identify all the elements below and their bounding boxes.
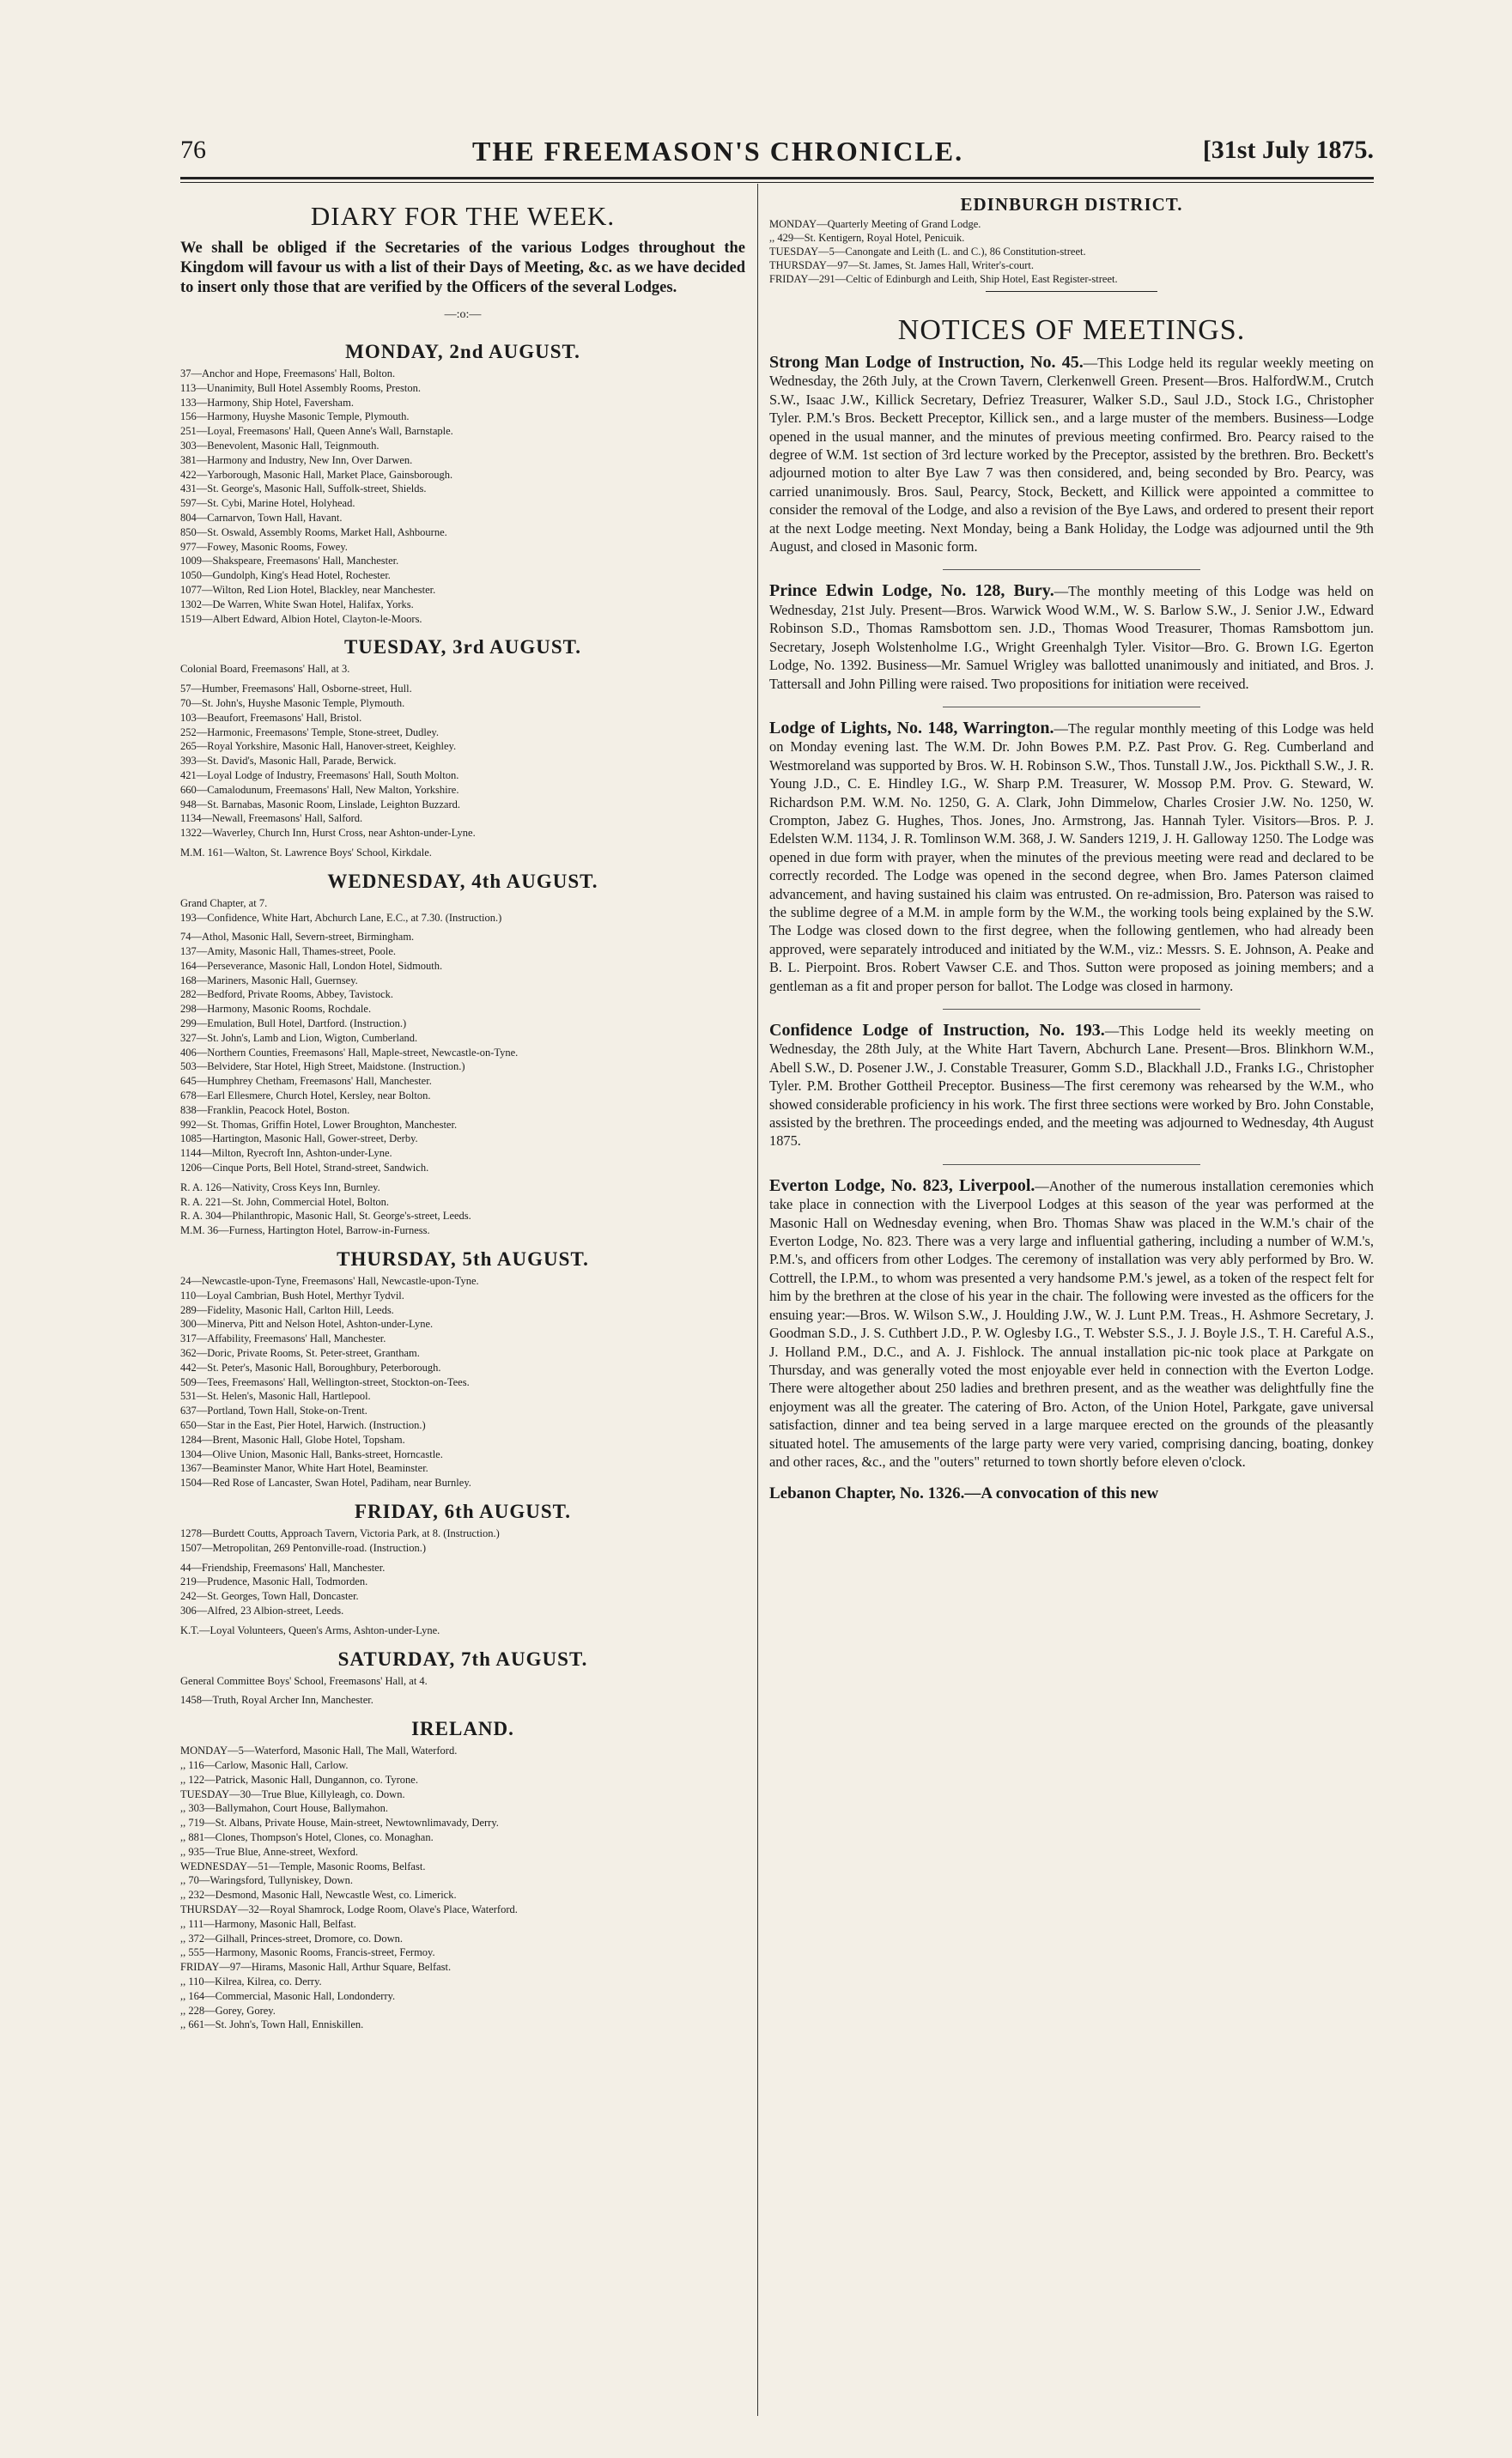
lodge-entry: 168—Mariners, Masonic Hall, Guernsey. <box>180 974 358 986</box>
lodge-entry: MONDAY—5—Waterford, Masonic Hall, The Mall, Waterford. <box>180 1745 458 1757</box>
lodge-entry: 1284—Brent, Masonic Hall, Globe Hotel, Topsham. <box>180 1433 405 1446</box>
lodge-entry: 298—Harmony, Masonic Rooms, Rochdale. <box>180 1003 372 1016</box>
meeting-report <box>769 582 1374 692</box>
lodge-entry: Colonial Board, Freemasons' Hall, at 3. <box>180 663 350 676</box>
edinburgh-list <box>769 217 1374 286</box>
edinburgh-entry: TUESDAY—5—Canongate and Leith (L. and C.), 86 Constitution-street. <box>769 246 1086 258</box>
notices-title: NOTICES OF MEETINGS. <box>897 314 1246 346</box>
left-column <box>180 194 745 2426</box>
lodge-entry: ,, 881—Clones, Thompson's Hotel, Clones, co. Monaghan. <box>180 1830 434 1843</box>
report-heading: Confidence Lodge of Instruction, No. 193. <box>769 1021 1105 1040</box>
lodge-entry: Grand Chapter, at 7. <box>180 896 268 909</box>
lodge-entry: 1134—Newall, Freemasons' Hall, Salford. <box>180 812 363 825</box>
report-heading: Everton Lodge, No. 823, Liverpool. <box>769 1175 1035 1195</box>
header-rule-thin <box>180 182 1374 183</box>
lodge-entry: 381—Harmony and Industry, New Inn, Over Darwen. <box>180 453 413 466</box>
lodge-entry: ,, 111—Harmony, Masonic Hall, Belfast. <box>180 1917 356 1930</box>
lodge-entry: 850—St. Oswald, Assembly Rooms, Market Hall, Ashbourne. <box>180 525 447 538</box>
edinburgh-entry: MONDAY—Quarterly Meeting of Grand Lodge. <box>769 218 981 230</box>
lodge-entry: 804—Carnarvon, Town Hall, Havant. <box>180 511 343 524</box>
edinburgh-entry: FRIDAY—291—Celtic of Edinburgh and Leith, Ship Hotel, East Register-street. <box>769 273 1118 285</box>
lodge-entry: 650—Star in the East, Pier Hotel, Harwich. (Instruction.) <box>180 1419 426 1431</box>
lodge-entry: 289—Fidelity, Masonic Hall, Carlton Hill, Leeds. <box>180 1303 394 1316</box>
lodge-entry: ,, 228—Gorey, Gorey. <box>180 2004 276 2017</box>
lodge-entry: 838—Franklin, Peacock Hotel, Boston. <box>180 1103 350 1116</box>
lodge-entry: 103—Beaufort, Freemasons' Hall, Bristol. <box>180 711 362 724</box>
lodge-entry: 242—St. Georges, Town Hall, Doncaster. <box>180 1590 359 1603</box>
lodge-entry: 531—St. Helen's, Masonic Hall, Hartlepool. <box>180 1390 371 1403</box>
lodge-entry: ,, 70—Waringsford, Tullyniskey, Down. <box>180 1874 353 1887</box>
lodge-entry: 431—St. George's, Masonic Hall, Suffolk-street, Shields. <box>180 482 427 495</box>
diary-intro: We shall be obliged if the Secretaries of the various Lodges throughout the Kingdom will favour us with a list of their Days of Meeting, &c. as we have decided to insert only those that are verified by the Officers of the several Lodges. <box>180 240 745 296</box>
diary-days <box>180 341 745 2032</box>
report-body: —The regular monthly meeting of this Lodge was held on Monday evening last. The W.M. Dr. John Bowes P.M. P.Z. Past Prov. G. Reg. Cumberland and Westmoreland was supported by Bros. W. H. Robinson S.W., Thos. Tunstall J.W., Jos. Pickthall S.W., J. R. Young J.D., C. E. Hindley I.G., W. Sharp P.M. Treasurer, W. Mossop P.M. Prov. G. Steward, W. Richardson P.M. W.M. No. 1250, G. A. Clark, John Dimmelow, Charles Crosier J.W. No. 1250, W. Crompton, Jabez G. Hughes, Thos. Jones, Jno. Armstrong, Jas. Hannah Tyler. Visitors—Bros. P. J. Edelsten W.M. 1134, J. R. Tomlinson W.M. 368, J. W. Sanders 1219, J. H. Galloway 1250. The Lodge was opened in due form with prayer, when the minutes of the previous meeting were read and declared to be correctly recorded. The Lodge was opened in the second degree, when Bro. James Paterson claimed advancement, and having sustained his claim was entrusted. On re-admission, Bro. Paterson was raised to the sublime degree of a M.M. in ample form by the W.M., the working tools being explained by the S.W. The Lodge was closed down to the first degree, when the following gentlemen, who had already been approved, were separately introduced and initiated by the W.M., viz.: Messrs. S. E. Johnson, A. Peake and B. L. Pierpoint. Bros. Robert Vawser C.E. and Thos. Sutton were proposed as joining members; and a gentleman as a fit and proper person for ballot. The Lodge was closed in harmony. <box>769 719 1374 994</box>
lodge-entry: 1050—Gundolph, King's Head Hotel, Rochester. <box>180 569 391 582</box>
lodge-entry: 137—Amity, Masonic Hall, Thames-street, Poole. <box>180 945 397 958</box>
lodge-entry: TUESDAY—30—True Blue, Killyleagh, co. Down. <box>180 1787 405 1800</box>
column-divider <box>757 184 758 2416</box>
lodge-entry: 303—Benevolent, Masonic Hall, Teignmouth. <box>180 439 380 452</box>
lodge-entry: 251—Loyal, Freemasons' Hall, Queen Anne's Wall, Barnstaple. <box>180 425 453 438</box>
report-rule <box>943 1164 1200 1165</box>
report-heading: Prince Edwin Lodge, No. 128, Bury. <box>769 581 1054 601</box>
lodge-entry: ,, 116—Carlow, Masonic Hall, Carlow. <box>180 1758 349 1771</box>
lodge-entry: R. A. 126—Nativity, Cross Keys Inn, Burnley. <box>180 1180 380 1193</box>
lodge-entry: 509—Tees, Freemasons' Hall, Wellington-street, Stockton-on-Tees. <box>180 1375 470 1388</box>
lodge-entry: 57—Humber, Freemasons' Hall, Osborne-street, Hull. <box>180 683 412 695</box>
lodge-entry: General Committee Boys' School, Freemasons' Hall, at 4. <box>180 1674 428 1687</box>
day-heading: SATURDAY, 7th AUGUST. <box>337 1648 588 1670</box>
lodge-entry: 110—Loyal Cambrian, Bush Hotel, Merthyr Tydvil. <box>180 1289 404 1302</box>
issue-date: [31st July 1875. <box>1202 136 1374 164</box>
header-rule-thick <box>180 177 1374 179</box>
lodge-entry: 362—Doric, Private Rooms, St. Peter-street, Grantham. <box>180 1347 420 1360</box>
day-lodge-list <box>180 896 745 1238</box>
lodge-entry: ,, 661—St. John's, Town Hall, Enniskillen. <box>180 2018 364 2031</box>
lodge-entry: R. A. 221—St. John, Commercial Hotel, Bolton. <box>180 1195 390 1208</box>
lodge-entry: 1367—Beaminster Manor, White Hart Hotel, Beaminster. <box>180 1462 428 1475</box>
lodge-entry: 442—St. Peter's, Masonic Hall, Boroughbury, Peterborough. <box>180 1361 441 1374</box>
lodge-entry: 637—Portland, Town Hall, Stoke-on-Trent. <box>180 1405 367 1417</box>
day-lodge-list <box>180 1274 745 1490</box>
lodge-entry: 1085—Hartington, Masonic Hall, Gower-street, Derby. <box>180 1132 418 1145</box>
lodge-entry: M.M. 161—Walton, St. Lawrence Boys' School, Kirkdale. <box>180 846 432 859</box>
lodge-entry: 421—Loyal Lodge of Industry, Freemasons' Hall, South Molton. <box>180 768 459 781</box>
lodge-entry: 1206—Cinque Ports, Bell Hotel, Strand-street, Sandwich. <box>180 1162 429 1174</box>
day-lodge-list <box>180 1674 745 1708</box>
meeting-report <box>769 1177 1374 1472</box>
right-column <box>769 194 1374 2426</box>
lodge-entry: 1507—Metropolitan, 269 Pentonville-road. (Instruction.) <box>180 1541 427 1554</box>
lodge-entry: ,, 232—Desmond, Masonic Hall, Newcastle West, co. Limerick. <box>180 1889 457 1902</box>
day-heading: MONDAY, 2nd AUGUST. <box>345 341 580 362</box>
lodge-entry: 37—Anchor and Hope, Freemasons' Hall, Bolton. <box>180 367 396 379</box>
day-lodge-list <box>180 367 745 626</box>
meeting-report <box>769 1022 1374 1150</box>
lodge-entry: 44—Friendship, Freemasons' Hall, Manchester. <box>180 1561 386 1574</box>
lodge-entry: 992—St. Thomas, Griffin Hotel, Lower Broughton, Manchester. <box>180 1118 458 1131</box>
lodge-entry: ,, 719—St. Albans, Private House, Main-street, Newtownlimavady, Derry. <box>180 1817 499 1830</box>
day-lodge-list <box>180 662 745 859</box>
lodge-entry: 597—St. Cybi, Marine Hotel, Holyhead. <box>180 497 355 510</box>
page-header <box>180 136 1374 175</box>
edinburgh-entry: ,, 429—St. Kentigern, Royal Hotel, Penicuik. <box>769 232 965 244</box>
notices-reports <box>769 354 1374 1471</box>
lodge-entry: 317—Affability, Freemasons' Hall, Manchester. <box>180 1332 386 1345</box>
report-body: —This Lodge held its weekly meeting on Wednesday, the 28th July, at the White Hart Tavern, Abchurch Lane. Present—Bros. Blinkhorn W.M., Abell S.W., D. Posener J.W., J. Constable Treasurer, Gomm S.D., Blackhall J.D., Franks I.G., Christopher Tyler. P.M. Brother Gottheil Preceptor. Business—The first ceremony was rehearsed by the W.M., who showed considerable proficiency in his work. The first three sections were worked by Bro. John Constable, assisted by the brethren. The proceedings ended, and the meeting was adjourned to Wednesday, 4th August 1875. <box>769 1023 1374 1150</box>
lodge-entry: 1304—Olive Union, Masonic Hall, Banks-street, Horncastle. <box>180 1447 443 1460</box>
lodge-entry: 1322—Waverley, Church Inn, Hurst Cross, near Ashton-under-Lyne. <box>180 827 476 840</box>
meeting-report <box>769 354 1374 555</box>
day-heading: THURSDAY, 5th AUGUST. <box>337 1248 589 1271</box>
lodge-entry: 1077—Wilton, Red Lion Hotel, Blackley, near Manchester. <box>180 583 436 596</box>
masthead-title: THE FREEMASON'S CHRONICLE. <box>472 136 964 167</box>
lodge-entry: M.M. 36—Furness, Hartington Hotel, Barrow-in-Furness. <box>180 1224 430 1237</box>
lodge-entry: 660—Camalodunum, Freemasons' Hall, New Malton, Yorkshire. <box>180 783 459 796</box>
lodge-entry: 164—Perseverance, Masonic Hall, London Hotel, Sidmouth. <box>180 959 443 972</box>
edinburgh-title: EDINBURGH DISTRICT. <box>960 194 1183 215</box>
lodge-entry: 1278—Burdett Coutts, Approach Tavern, Victoria Park, at 8. (Instruction.) <box>180 1526 500 1539</box>
lodge-entry: 193—Confidence, White Hart, Abchurch Lane, E.C., at 7.30. (Instruction.) <box>180 911 502 924</box>
day-heading: IRELAND. <box>411 1718 514 1740</box>
lodge-entry: 422—Yarborough, Masonic Hall, Market Place, Gainsborough. <box>180 468 453 481</box>
report-body: —This Lodge held its regular weekly meeting on Wednesday, the 26th July, at the Crown Tavern, Clerkenwell Green. Present—Bros. HalfordW.M., Crutch S.W., Isaac J.W., Killick Secretary, Defriez Treasurer, Walker S.D., Saul J.D., Stock I.G., Christopher Tyler. P.M.'s Bros. Beckett Preceptor, Killick sen., and a large muster of the members. Business—Lodge opened in the usual manner, and the minutes of previous meeting confirmed. Bro. Pearcy raised to the degree of W.M. 1st section of 3rd lecture worked by the Preceptor, assisted by the brethren. Bro. Beckett's adjourned motion to alter Bye Law 7 was then considered, and, being seconded by Bro. Pearcy, was carried unanimously. Bros. Saul, Pearcy, Stock, Beckett, and Killick were appointed a committee to consider the removal of the Lodge, and also a revision of the Bye Laws, and ordered to present their report at the next Lodge meeting. Next Monday, being a Bank Holiday, the Lodge was adjourned until the 9th August, and closed in Masonic form. <box>769 355 1374 555</box>
lodge-entry: 393—St. David's, Masonic Hall, Parade, Berwick. <box>180 755 397 768</box>
lodge-entry: 133—Harmony, Ship Hotel, Faversham. <box>180 396 354 409</box>
lodge-entry: ,, 935—True Blue, Anne-street, Wexford. <box>180 1845 358 1858</box>
lodge-entry: 948—St. Barnabas, Masonic Room, Linslade, Leighton Buzzard. <box>180 798 460 810</box>
lodge-entry: 1504—Red Rose of Lancaster, Swan Hotel, Padiham, near Burnley. <box>180 1477 471 1490</box>
meeting-report <box>769 719 1374 995</box>
lebanon-chapter-line: Lebanon Chapter, No. 1326.—A convocation of this new <box>769 1484 1159 1503</box>
edinburgh-entry: THURSDAY—97—St. James, St. James Hall, Writer's-court. <box>769 259 1034 271</box>
lodge-entry: 252—Harmonic, Freemasons' Temple, Stone-street, Dudley. <box>180 725 439 738</box>
lodge-entry: 265—Royal Yorkshire, Masonic Hall, Hanover-street, Keighley. <box>180 740 457 753</box>
lodge-entry: 70—St. John's, Huyshe Masonic Temple, Plymouth. <box>180 696 405 709</box>
diary-title: DIARY FOR THE WEEK. <box>310 201 616 231</box>
lodge-entry: FRIDAY—97—Hirams, Masonic Hall, Arthur Square, Belfast. <box>180 1961 452 1974</box>
lodge-entry: ,, 555—Harmony, Masonic Rooms, Francis-street, Fermoy. <box>180 1946 435 1959</box>
report-rule <box>943 569 1200 570</box>
day-lodge-list <box>180 1744 745 2032</box>
lodge-entry: ,, 372—Gilhall, Princes-street, Dromore, co. Down. <box>180 1932 403 1945</box>
report-heading: Lodge of Lights, No. 148, Warrington. <box>769 718 1054 737</box>
report-body: —The monthly meeting of this Lodge was held on Wednesday, 21st July. Present—Bros. Warwick Wood W.M., W. S. Barlow S.W., J. Senior J.W., Edward Robinson S.D., Thomas Ramsbottom sen. J.D., Thomas Wood Treasurer, Thomas Ramsbottom jun. Secretary, Joseph Wolstenholme I.G., Wright Greenhalgh Tyler. Visitor—Bro. G. Brown I.G. Egerton Lodge, No. 1392. Business—Mr. Samuel Wrigley was ballotted unanimously and initiated, and Bros. J. Tattersall and John Pilling were raised. Two propositions for initiation were received. <box>769 583 1374 692</box>
lodge-entry: 74—Athol, Masonic Hall, Severn-street, Birmingham. <box>180 931 415 944</box>
lodge-entry: 1009—Shakspeare, Freemasons' Hall, Manchester. <box>180 555 399 567</box>
lodge-entry: THURSDAY—32—Royal Shamrock, Lodge Room, Olave's Place, Waterford. <box>180 1903 518 1915</box>
lodge-entry: 678—Earl Ellesmere, Church Hotel, Kersley, near Bolton. <box>180 1089 431 1102</box>
lodge-entry: WEDNESDAY—51—Temple, Masonic Rooms, Belfast. <box>180 1860 426 1872</box>
edinburgh-rule <box>986 291 1157 292</box>
lodge-entry: 1144—Milton, Ryecroft Inn, Ashton-under-Lyne. <box>180 1147 392 1160</box>
lodge-entry: 24—Newcastle-upon-Tyne, Freemasons' Hall, Newcastle-upon-Tyne. <box>180 1275 479 1288</box>
lodge-entry: 977—Fowey, Masonic Rooms, Fowey. <box>180 540 348 553</box>
lodge-entry: 113—Unanimity, Bull Hotel Assembly Rooms, Preston. <box>180 381 421 394</box>
lodge-entry: 1302—De Warren, White Swan Hotel, Halifax, Yorks. <box>180 598 414 610</box>
day-heading: TUESDAY, 3rd AUGUST. <box>343 636 582 659</box>
lodge-entry: K.T.—Loyal Volunteers, Queen's Arms, Ashton-under-Lyne. <box>180 1623 440 1636</box>
lodge-entry: 645—Humphrey Chetham, Freemasons' Hall, Manchester. <box>180 1075 432 1088</box>
day-heading: FRIDAY, 6th AUGUST. <box>354 1500 572 1522</box>
lodge-entry: 156—Harmony, Huyshe Masonic Temple, Plymouth. <box>180 410 410 423</box>
lodge-entry: R. A. 304—Philanthropic, Masonic Hall, St. George's-street, Leeds. <box>180 1210 471 1223</box>
report-heading: Strong Man Lodge of Instruction, No. 45. <box>769 353 1084 372</box>
lodge-entry: ,, 110—Kilrea, Kilrea, co. Derry. <box>180 1975 322 1988</box>
page-number: 76 <box>180 136 206 164</box>
report-rule <box>943 1009 1200 1010</box>
report-body: —Another of the numerous installation ceremonies which take place in connection with the Liverpool Lodges at this season of the year was performed at the Masonic Hall on Wednesday evening, when Bro. Thomas Shaw was placed in the W.M.'s chair of the Everton Lodge, No. 823. There was a very large and influential gathering, including a number of W.M.'s, P.M.'s, and officers from other Lodges. The ceremony of installation was very ably performed by Bro. W. Cottrell, the I.P.M., to whom was presented a very handsome P.M.'s jewel, as a token of the respect felt for him by the brethren at the close of his year in the chair. The following were invested as the officers for the ensuing year:—Bros. W. Wilson S.W., J. Houlding J.W., W. J. Lunt P.M. Treas., H. Ashmore Secretary, J. Goodman S.D., J. S. Cuthbert J.D., P. W. Oglesby I.G., T. Webster S.S., J. J. Boyle J.S., T. H. Careful A.S., J. Holland P.M., D.C., and A. J. Fishlock. The annual installation pic-nic took place at Parkgate on Thursday, and was generally voted the most enjoyable ever held in connection with the Everton Lodge. There were altogether about 250 ladies and brethren present, and as the weather was delightfully fine the enjoyment was all the greater. The catering of Bro. Acton, of the Union Hotel, Parkgate, gave universal satisfaction, dinner and tea being served in a large marquee erected on the grounds of the pleasantly situated hotel. The amusements of the large party were very varied, comprising dancing, boating, donkey and other races, &c., and the "outers" returned to town shortly before eleven o'clock. <box>769 1177 1374 1470</box>
lodge-entry: ,, 122—Patrick, Masonic Hall, Dungannon, co. Tyrone. <box>180 1773 418 1786</box>
lodge-entry: 306—Alfred, 23 Albion-street, Leeds. <box>180 1604 344 1617</box>
lodge-entry: ,, 164—Commercial, Masonic Hall, Londonderry. <box>180 1989 396 2002</box>
day-heading: WEDNESDAY, 4th AUGUST. <box>327 870 598 892</box>
lodge-entry: 299—Emulation, Bull Hotel, Dartford. (Instruction.) <box>180 1017 407 1030</box>
lodge-entry: 1458—Truth, Royal Archer Inn, Manchester. <box>180 1694 373 1707</box>
lodge-entry: 1519—Albert Edward, Albion Hotel, Clayton-le-Moors. <box>180 612 422 625</box>
day-lodge-list <box>180 1526 745 1638</box>
lodge-entry: ,, 303—Ballymahon, Court House, Ballymahon. <box>180 1802 388 1815</box>
lodge-entry: 282—Bedford, Private Rooms, Abbey, Tavistock. <box>180 988 394 1001</box>
lodge-entry: 327—St. John's, Lamb and Lion, Wigton, Cumberland. <box>180 1031 418 1044</box>
lodge-entry: 406—Northern Counties, Freemasons' Hall, Maple-street, Newcastle-on-Tyne. <box>180 1046 519 1059</box>
section-separator: —:o:— <box>444 308 482 321</box>
lodge-entry: 219—Prudence, Masonic Hall, Todmorden. <box>180 1575 368 1588</box>
lodge-entry: 503—Belvidere, Star Hotel, High Street, Maidstone. (Instruction.) <box>180 1060 465 1073</box>
lodge-entry: 300—Minerva, Pitt and Nelson Hotel, Ashton-under-Lyne. <box>180 1318 434 1331</box>
